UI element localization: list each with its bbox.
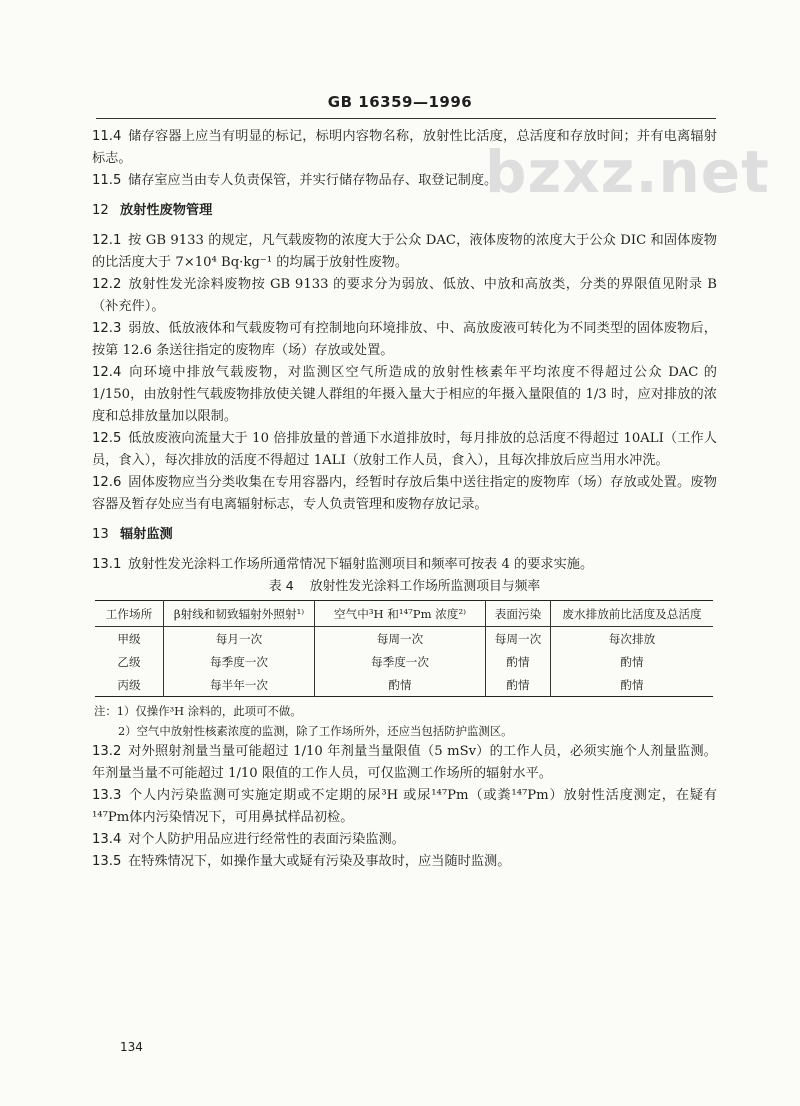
standard-code-header: GB 16359—1996 xyxy=(327,93,473,111)
section-heading-13: 13 辐射监测 xyxy=(92,527,173,542)
document-body xyxy=(92,126,717,873)
table-cell: 每次排放 xyxy=(551,627,714,651)
monitoring-table xyxy=(95,600,713,697)
table-cell: 每季度一次 xyxy=(164,650,315,673)
clause-13-4: 13.4 对个人防护用品应进行经常性的表面污染监测。 xyxy=(92,832,405,847)
table-notes xyxy=(92,701,717,741)
clause-13-3: 13.3 个人内污染监测可实施定期或不定期的尿³H 或尿¹⁴⁷Pm（或粪¹⁴⁷Pm）放射性活度测定，在疑有¹⁴⁷Pm体内污染情况下，可用鼻拭样品初检。 xyxy=(92,788,717,825)
table-cell: 酌情 xyxy=(551,673,714,697)
col-header-wastewater: 废水排放前比活度及总活度 xyxy=(551,601,714,627)
table-note-2: 2）空气中放射性核素浓度的监测，除了工作场所外，还应当包括防护监测区。 xyxy=(118,724,513,738)
table-cell: 酌情 xyxy=(551,650,714,673)
clause-12-4: 12.4 向环境中排放气载废物，对监测区空气所造成的放射性核素年平均浓度不得超过公众 DAC 的 1/150，由放射性气载废物排放使关键人群组的年摄入量大于相应的年摄入量限值的 1/3 时，应对排放的浓度和总排放量加以限制。 xyxy=(92,365,717,424)
table-cell: 甲级 xyxy=(117,631,141,646)
table-cell: 乙级 xyxy=(117,654,141,669)
col-header-external-exposure: β射线和韧致辐射外照射¹⁾ xyxy=(164,601,315,627)
col-header-air-concentration: 空气中³H 和¹⁴⁷Pm 浓度²⁾ xyxy=(315,601,486,627)
table-row xyxy=(95,650,713,673)
table-cell: 酌情 xyxy=(486,673,551,697)
clause-12-2: 12.2 放射性发光涂料废物按 GB 9133 的要求分为弱放、低放、中放和高放类，分类的界限值见附录 B（补充件）。 xyxy=(92,277,717,314)
clause-13-2: 13.2 对外照射剂量当量可能超过 1/10 年剂量当量限值（5 mSv）的工作人员，必须实施个人剂量监测。年剂量当量不可能超过 1/10 限值的工作人员，可仅监测工作场所的辐射水平。 xyxy=(92,744,717,781)
col-header-surface-contamination: 表面污染 xyxy=(486,601,551,627)
clause-13-5: 13.5 在特殊情况下，如操作量大或疑有污染及事故时，应当随时监测。 xyxy=(92,854,511,869)
section-heading-12: 12 放射性废物管理 xyxy=(92,203,213,218)
table-number: 表 4 xyxy=(268,579,294,594)
table-cell: 每月一次 xyxy=(164,627,315,651)
clause-12-1: 12.1 按 GB 9133 的规定，凡气载废物的浓度大于公众 DAC，液体废物的浓度大于公众 DIC 和固体废物的比活度大于 7×10⁴ Bq·kg⁻¹ 的均属于放射性废物。 xyxy=(92,233,717,270)
page-number: 134 xyxy=(120,1040,143,1054)
watermark: bzxz.net xyxy=(485,138,770,206)
clause-11-5: 11.5 储存室应当由专人负责保管，并实行储存物品存、取登记制度。 xyxy=(92,173,498,188)
table-note-1: 注：1）仅操作³H 涂料的，此项可不做。 xyxy=(94,704,302,718)
table-title: 放射性发光涂料工作场所监测项目与频率 xyxy=(309,579,541,594)
table-cell: 每半年一次 xyxy=(164,673,315,697)
col-header-workplace: 工作场所 xyxy=(95,601,164,627)
header-rule xyxy=(96,118,716,119)
table-cell: 每周一次 xyxy=(315,627,486,651)
clause-12-5: 12.5 低放废液向流量大于 10 倍排放量的普通下水道排放时，每月排放的总活度不得超过 10ALI（工作人员，食入），每次排放的活度不得超过 1ALI（放射工作人员，食入），且每次排放后应当用水冲洗。 xyxy=(92,431,717,468)
clause-12-3: 12.3 弱放、低放液体和气载废物可有控制地向环境排放、中、高放废液可转化为不同类型的固体废物后，按第 12.6 条送往指定的废物库（场）存放或处置。 xyxy=(92,321,717,358)
table-header-row xyxy=(95,601,713,627)
table-cell: 酌情 xyxy=(315,673,486,697)
table-cell: 每季度一次 xyxy=(315,650,486,673)
table-cell: 丙级 xyxy=(117,677,141,692)
clause-13-1: 13.1 放射性发光涂料工作场所通常情况下辐射监测项目和频率可按表 4 的要求实施。 xyxy=(92,557,594,572)
table-cell: 酌情 xyxy=(486,650,551,673)
table-row xyxy=(95,673,713,697)
table-caption xyxy=(92,576,717,598)
clause-11-4: 11.4 储存容器上应当有明显的标记，标明内容物名称，放射性比活度，总活度和存放时间；并有电离辐射标志。 xyxy=(92,129,717,166)
table-cell: 每周一次 xyxy=(486,627,551,651)
clause-12-6: 12.6 固体废物应当分类收集在专用容器内，经暂时存放后集中送往指定的废物库（场）存放或处置。废物容器及暂存处应当有电离辐射标志，专人负责管理和废物存放记录。 xyxy=(92,475,717,512)
table-row xyxy=(95,627,713,651)
